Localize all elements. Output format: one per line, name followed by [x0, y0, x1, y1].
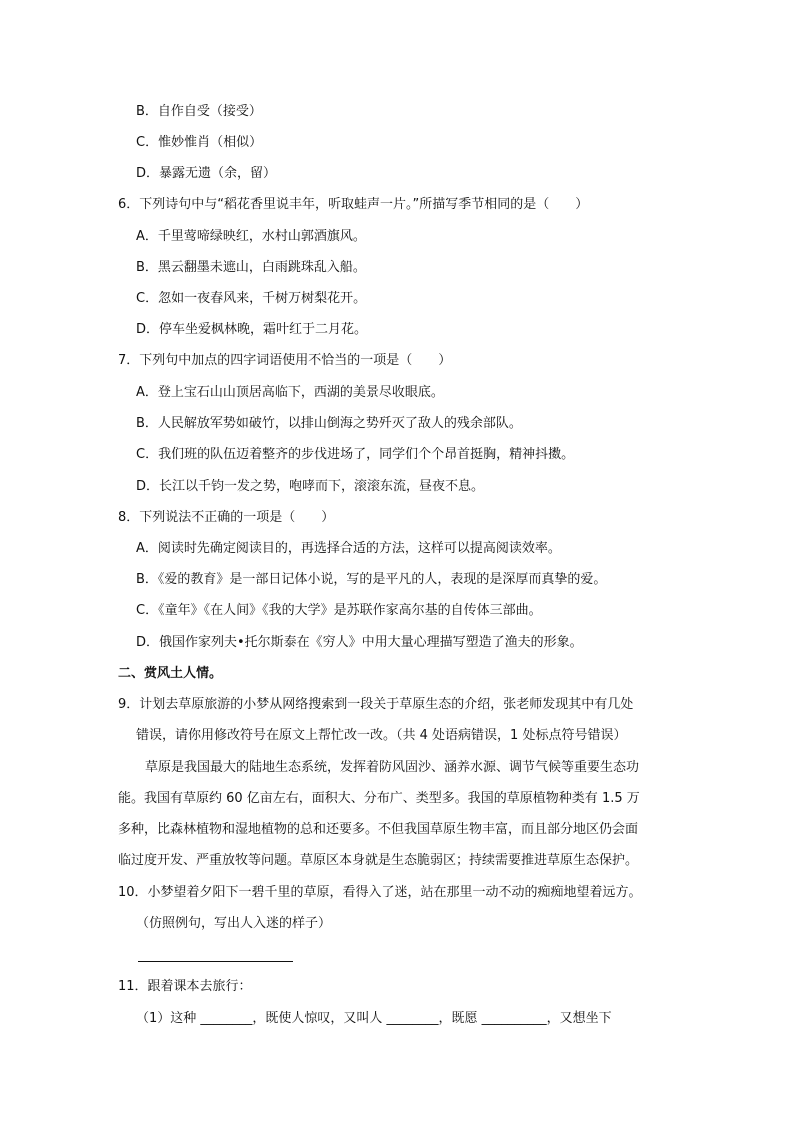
q9-stem-line-1: 9．计划去草原旅游的小梦从网络搜索到一段关于草原生态的介绍，张老师发现其中有几处: [118, 697, 634, 712]
q6-stem: 6．下列诗句中与“稻花香里说丰年，听取蛙声一片。”所描写季节相同的是（ ）: [118, 197, 589, 212]
q5-option-b: B．自作自受（接受）: [136, 104, 262, 119]
q6-option-d: D．停车坐爱枫林晚，霜叶红于二月花。: [136, 322, 368, 337]
q6-option-c: C．忽如一夜春风来，千树万树梨花开。: [136, 291, 367, 306]
q8-option-d: D．俄国作家列夫•托尔斯泰在《穷人》中用大量心理描写塑造了渔夫的形象。: [136, 635, 583, 650]
q6-option-a: A．千里莺啼绿映红，水村山郭酒旗风。: [136, 229, 366, 244]
q9-passage-line-1: 草原是我国最大的陆地生态系统，发挥着防风固沙、涵养水源、调节气候等重要生态功: [145, 760, 640, 775]
q10-answer-blank[interactable]: [138, 961, 293, 962]
q7-option-a: A．登上宝石山山顶居高临下，西湖的美景尽收眼底。: [136, 385, 444, 400]
q8-option-a: A．阅读时先确定阅读目的，再选择合适的方法，这样可以提高阅读效率。: [136, 541, 561, 556]
q8-option-c: C．《童年》《在人间》《我的大学》是苏联作家高尔基的自传体三部曲。: [136, 603, 542, 618]
q5-option-d: D．暴露无遗（余，留）: [136, 166, 277, 181]
q8-option-b: B．《爱的教育》是一部日记体小说，写的是平凡的人，表现的是深厚而真挚的爱。: [136, 572, 607, 587]
q8-stem: 8．下列说法不正确的一项是（ ）: [118, 510, 335, 525]
q9-passage-line-3: 多种，比森林植物和湿地植物的总和还要多。不但我国草原生物丰富，而且部分地区仍会面: [118, 822, 639, 837]
q7-stem: 7．下列句中加点的四字词语使用不恰当的一项是（ ）: [118, 353, 452, 368]
q7-option-b: B．人民解放军势如破竹，以排山倒海之势歼灭了敌人的残余部队。: [136, 416, 522, 431]
q10-instruction: （仿照例句，写出人入迷的样子）: [136, 916, 332, 931]
q7-option-c: C．我们班的队伍迈着整齐的步伐进场了，同学们个个昂首挺胸，精神抖擞。: [136, 447, 575, 462]
q11-stem: 11．跟着课本去旅行：: [118, 979, 252, 994]
q9-passage-line-2: 能。我国有草原约 60 亿亩左右，面积大、分布广、类型多。我国的草原植物种类有 1.5 万: [118, 791, 640, 806]
section-2-title: 二、赏风土人情。: [118, 666, 223, 681]
q11-item-1: （1）这种 ________，既使人惊叹，又叫人 ________，既愿 __________，又想坐下: [136, 1011, 612, 1026]
q10-stem: 10．小梦望着夕阳下一碧千里的草原，看得入了迷，站在那里一动不动的痴痴地望着远方。: [118, 885, 642, 900]
q7-option-d: D．长江以千钧一发之势，咆哮而下，滚滚东流，昼夜不息。: [136, 479, 485, 494]
q5-option-c: C．惟妙惟肖（相似）: [136, 135, 263, 150]
q9-passage-line-4: 临过度开发、严重放牧等问题。草原区本身就是生态脆弱区；持续需要推进草原生态保护。: [118, 853, 639, 868]
q9-stem-line-2: 错误，请你用修改符号在原文上帮忙改一改。（共 4 处语病错误，1 处标点符号错误）: [136, 728, 627, 743]
q6-option-b: B．黑云翻墨未遮山，白雨跳珠乱入船。: [136, 260, 366, 275]
